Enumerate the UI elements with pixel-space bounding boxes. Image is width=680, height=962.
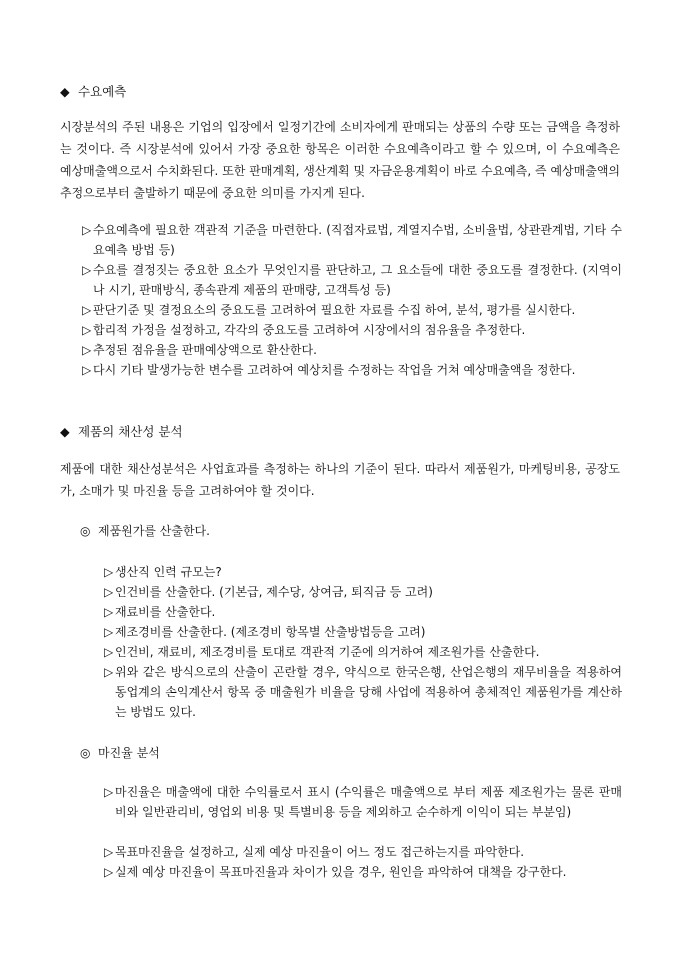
subsection-title: 제품원가를 산출한다. [98,524,210,538]
list-item [82,340,622,360]
list-item-text: 위와 같은 방식으로의 산출이 곤란할 경우, 약식으로 한국은행, 산업은행의 재무비율을 적용하여 동업계의 손익계산서 항목 중 매출원가 비율을 당해 사업에 적용하여 총체적인 제품원가를 계산하는 방법도 있다. [115,665,622,719]
list-item [104,662,622,722]
list-item [82,360,622,380]
subsection-title: 마진율 분석 [98,746,160,760]
list-item-text: 목표마진율을 설정하고, 실제 예상 마진율이 어느 정도 접근하는지를 파악한다. [115,845,525,859]
triangle-bullet-icon: ▷ [82,263,92,277]
section-paragraph: 시장분석의 주된 내용은 기업의 입장에서 일정기간에 소비자에게 판매되는 상품의 수량 또는 금액을 측정하는 것이다. 즉 시장분석에 있어서 가장 중요한 항목은 이러한 수요예측이라고 할 수 있으며, 이 수요예측은 예상매출액으로서 수치화된다. 또한 판매계획, 생산계획 및 자금운용계획이 바로 수요예측, 즉 예상매출액의 추정으로부터 출발하기 때문에 중요한 의미를 가지게 된다. [60,120,620,200]
list-item-text: 수요를 결정짓는 중요한 요소가 무엇인지를 판단하고, 그 요소들에 대한 중요도를 결정한다. (지역이나 시기, 판매방식, 종속관계 제품의 판매량, 고객특성 등) [93,263,622,297]
section-heading-profitability [60,422,183,440]
triangle-bullet-icon: ▷ [104,625,114,639]
list-item-text: 마진율은 매출액에 대한 수익률로서 표시 (수익률은 매출액으로 부터 제품 제조원가는 물론 판매비와 일반관리비, 영업외 비용 및 특별비용 등을 제외하고 순수하게 이익이 되는 부분임) [115,785,622,819]
list-item-text: 실제 예상 마진율이 목표마진율과 차이가 있을 경우, 원인을 파악하여 대책을 강구한다. [115,865,567,879]
list-item-text: 수요예측에 필요한 객관적 기준을 마련한다. (직접자료법, 계열지수법, 소비율법, 상관관계법, 기타 수요예측 방법 등) [93,223,622,257]
triangle-bullet-icon: ▷ [82,343,92,357]
list-item-text: 인건비, 재료비, 제조경비를 토대로 객관적 기준에 의거하여 제조원가를 산출한다. [115,645,540,659]
list-item-text: 제조경비를 산출한다. (제조경비 항목별 산출방법등을 고려) [115,625,426,639]
double-circle-bullet-icon: ◎ [80,746,91,760]
triangle-bullet-icon: ▷ [104,865,114,879]
triangle-bullet-icon: ▷ [104,585,114,599]
list-item-text: 다시 기타 발생가능한 변수를 고려하여 예상치를 수정하는 작업을 거쳐 예상매출액을 정한다. [93,363,576,377]
triangle-bullet-icon: ▷ [104,565,114,579]
triangle-bullet-icon: ▷ [82,303,92,317]
list-item [104,642,622,662]
list-item-text: 재료비를 산출한다. [115,605,216,619]
double-circle-bullet-icon: ◎ [80,524,91,538]
list-item-text: 생산직 인력 규모는? [115,565,222,579]
list-item-text: 판단기준 및 결정요소의 중요도를 고려하여 필요한 자료를 수집 하여, 분석, 평가를 실시한다. [93,303,576,317]
triangle-bullet-icon: ▷ [104,845,114,859]
subsection-heading-margin [80,744,160,761]
subsection-heading-cost [80,522,210,539]
diamond-bullet-icon: ◆ [60,84,70,99]
triangle-bullet-icon: ▷ [82,363,92,377]
list-item [82,220,622,260]
triangle-bullet-icon: ▷ [82,323,92,337]
list-item [104,782,622,822]
list-item-text: 합리적 가정을 설정하고, 각각의 중요도를 고려하여 시장에서의 점유율을 추정한다. [93,323,526,337]
list-item [104,622,622,642]
list-item [104,582,622,602]
list-item [82,320,622,340]
section-title: 수요예측 [78,84,127,99]
triangle-bullet-icon: ▷ [104,605,114,619]
list-item [104,562,622,582]
list-item [104,602,622,622]
section-title: 제품의 채산성 분석 [78,424,183,439]
list-item-text: 인건비를 산출한다. (기본급, 제수당, 상여금, 퇴직금 등 고려) [115,585,433,599]
list-item [104,862,622,882]
diamond-bullet-icon: ◆ [60,424,70,439]
section-heading-demand-forecast [60,82,126,100]
section-paragraph: 제품에 대한 채산성분석은 사업효과를 측정하는 하나의 기준이 된다. 따라서 제품원가, 마케팅비용, 공장도가, 소매가 및 마진율 등을 고려하여야 할 것이다. [60,462,620,498]
triangle-bullet-icon: ▷ [104,785,114,799]
triangle-bullet-icon: ▷ [104,665,114,679]
list-item [82,260,622,300]
list-item [82,300,622,320]
list-item [104,842,622,862]
list-item-text: 추정된 점유율을 판매예상액으로 환산한다. [93,343,317,357]
triangle-bullet-icon: ▷ [82,223,92,237]
triangle-bullet-icon: ▷ [104,645,114,659]
